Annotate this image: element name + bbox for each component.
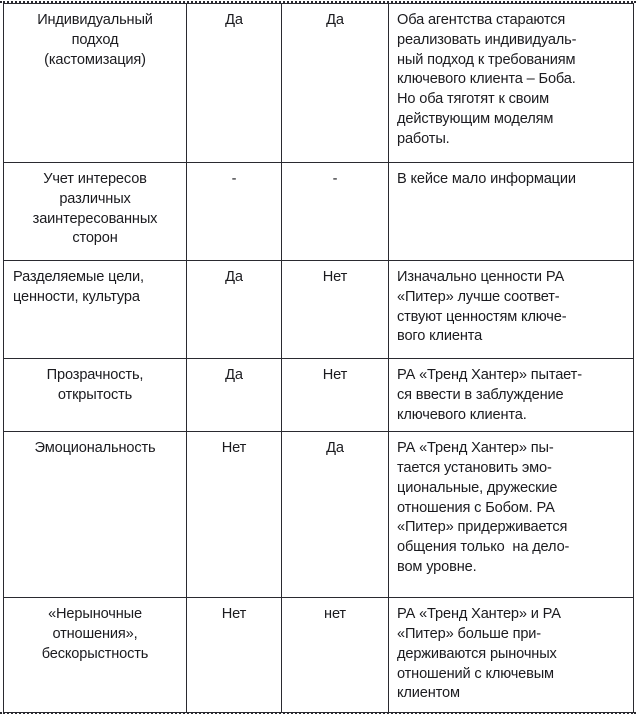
- row-criterion-cell: [4, 432, 187, 598]
- row-comment-cell: [389, 261, 634, 359]
- comment-line: тается установить эмо-: [397, 460, 552, 477]
- comment-line: вом уровне.: [397, 558, 477, 575]
- row-comment-cell: [389, 4, 634, 163]
- comment-line: работы.: [397, 130, 450, 147]
- comment-line: Изначально ценности РА: [397, 269, 565, 285]
- row-agency-b-mark: Нет: [282, 261, 389, 359]
- comment-line: ключевого клиента – Боба.: [397, 71, 576, 88]
- row-agency-a-mark: Нет: [187, 432, 282, 598]
- criterion-line: Прозрачность,: [46, 367, 144, 383]
- criterion-line: «Нерыночные: [48, 606, 142, 623]
- table-row: [4, 261, 634, 359]
- criterion-line: Эмоциональность: [34, 440, 156, 457]
- comment-line: «Питер» больше при-: [397, 626, 542, 643]
- comment-line: отношения с Бобом. РА: [397, 499, 555, 516]
- criterion-line: различных: [59, 190, 131, 207]
- criterion-line: заинтересованных: [32, 210, 158, 227]
- row-agency-a-mark: Да: [187, 359, 282, 432]
- row-comment-cell: [389, 598, 634, 713]
- criterion-line: открытость: [57, 386, 133, 403]
- criterion-line: Индивидуальный: [37, 12, 153, 28]
- comment-line: В кейсе мало информации: [397, 171, 576, 187]
- row-criterion-cell: [4, 359, 187, 432]
- comment-line: Оба агентства стараются: [397, 12, 566, 28]
- comment-line: держиваются рыночных: [397, 645, 557, 662]
- comment-line: реализовать индивидуаль-: [397, 31, 577, 48]
- table-row: [4, 432, 634, 598]
- comment-line: «Питер» лучше соответ-: [397, 288, 560, 305]
- page-bottom-edge: [0, 712, 636, 714]
- comment-line: клиентом: [397, 685, 460, 702]
- row-agency-a-mark: -: [187, 163, 282, 261]
- criterion-line: подход: [71, 31, 119, 48]
- row-agency-b-mark: Да: [282, 4, 389, 163]
- row-criterion-cell: [4, 261, 187, 359]
- comment-line: циональные, дружеские: [397, 479, 558, 496]
- criterion-line: (кастомизация): [44, 51, 146, 68]
- comment-line: вого клиента: [397, 328, 483, 345]
- comment-line: РА «Тренд Хантер» пы-: [397, 440, 554, 457]
- comment-line: действующим моделям: [397, 110, 554, 127]
- comment-line: ный подход к требованиям: [397, 51, 576, 68]
- criterion-line: Учет интересов: [43, 171, 147, 187]
- table-row: [4, 163, 634, 261]
- row-criterion-cell: [4, 598, 187, 713]
- row-agency-b-mark: -: [282, 163, 389, 261]
- table-row: [4, 359, 634, 432]
- comment-line: ся ввести в заблуждение: [397, 386, 564, 403]
- row-agency-b-mark: нет: [282, 598, 389, 713]
- row-criterion-cell: [4, 163, 187, 261]
- row-comment-cell: [389, 432, 634, 598]
- comment-line: отношений с ключевым: [397, 665, 554, 682]
- comment-line: ствуют ценностям ключе-: [397, 308, 567, 325]
- row-comment-cell: [389, 163, 634, 261]
- row-comment-cell: [389, 359, 634, 432]
- criterion-line: сторон: [72, 230, 118, 247]
- table-row: [4, 4, 634, 163]
- row-criterion-cell: [4, 4, 187, 163]
- row-agency-a-mark: Нет: [187, 598, 282, 713]
- table-row: [4, 598, 634, 713]
- table-body: [4, 4, 634, 713]
- comment-line: РА «Тренд Хантер» и РА: [397, 606, 561, 623]
- comment-line: «Питер» придерживается: [397, 519, 568, 536]
- criterion-line: Разделяемые цели,: [13, 269, 144, 285]
- criterion-line: бескорыстность: [41, 645, 149, 662]
- row-agency-b-mark: Да: [282, 432, 389, 598]
- criterion-line: отношения»,: [52, 626, 138, 643]
- comment-line: Но оба тяготят к своим: [397, 91, 550, 108]
- comment-line: общения только на дело-: [397, 539, 570, 556]
- row-agency-a-mark: Да: [187, 4, 282, 163]
- row-agency-a-mark: Да: [187, 261, 282, 359]
- criteria-comparison-table: [3, 3, 634, 713]
- comment-line: ключевого клиента.: [397, 406, 527, 423]
- comment-line: РА «Тренд Хантер» пытает-: [397, 367, 582, 383]
- criterion-line: ценности, культура: [13, 288, 140, 305]
- row-agency-b-mark: Нет: [282, 359, 389, 432]
